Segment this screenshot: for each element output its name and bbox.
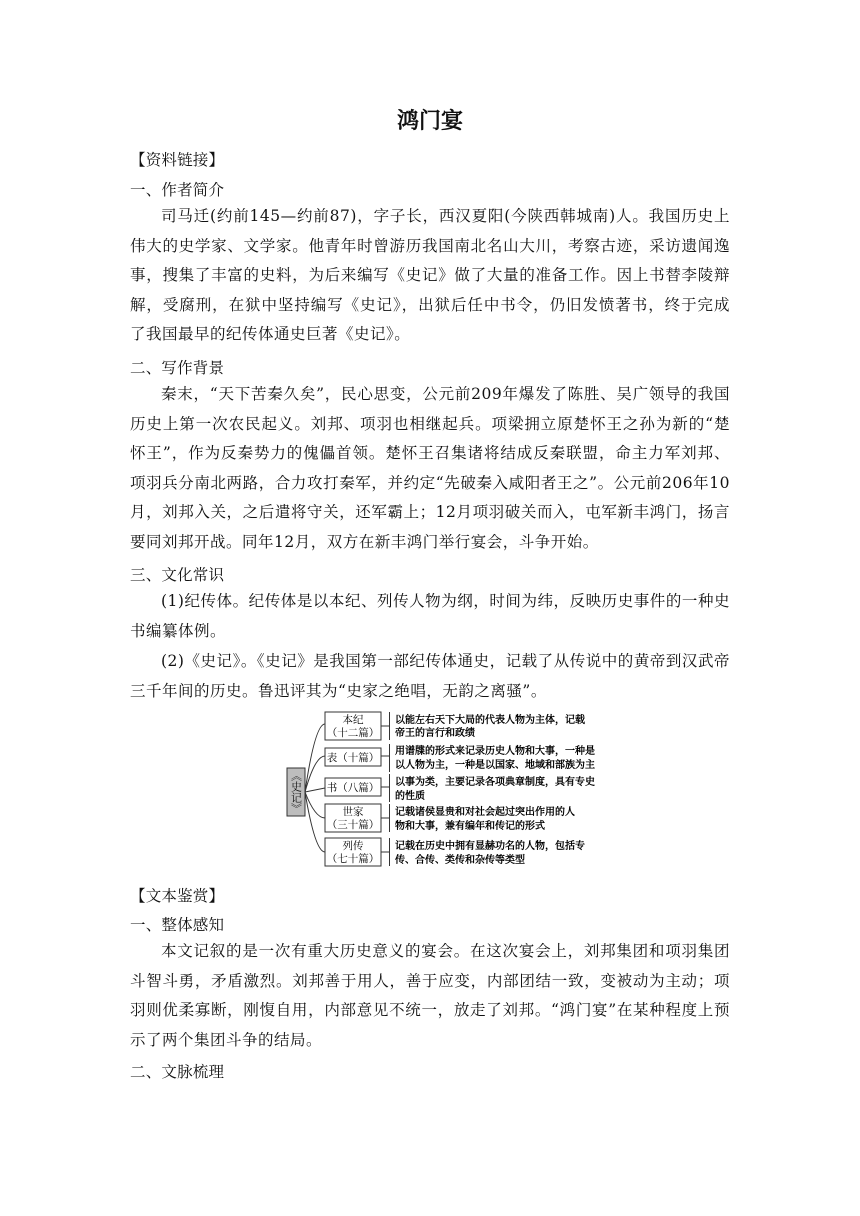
branch-count: （七十篇）: [326, 853, 380, 865]
branch-count: （三十篇）: [326, 819, 380, 831]
branch-name: 列传: [342, 840, 364, 852]
section-header-resources: 【资料链接】: [130, 151, 225, 169]
paragraph-author: 司马迁(约前145—约前87)，字子长，西汉夏阳(今陕西韩城南)人。我国历史上伟大的史学家、文学家。他青年时曾游历我国南北名山大川，考察古迹，采访遗闻逸事，搜集了丰富的史料，为后来编写《史记》做了大量的准备工作。因上书替李陵辩解，受腐刑，在狱中坚持编写《史记》，出狱后任中书令，仍旧发愤著书，终于完成了我国最早的纪传体通史巨著《史记》。: [130, 207, 730, 343]
branch-desc: 帝王的言行和政绩: [395, 728, 475, 739]
branch-desc: 记载在历史中拥有显赫功名的人物，包括专: [395, 841, 585, 852]
branch-desc: 传、合传、类传和杂传等类型: [395, 855, 525, 866]
branch-desc: 的性质: [395, 791, 425, 802]
branch-name: 世家: [342, 806, 364, 818]
branch-name: 表（十篇）: [326, 752, 380, 764]
branch-desc: 以人物为主，一种是以国家、地域和部族为主: [395, 760, 595, 771]
heading-structure: 二、文脉梳理: [130, 1063, 225, 1081]
diagram-root-label: 《史记》: [289, 770, 303, 814]
branch-name: 书（八篇）: [326, 782, 380, 794]
branch-desc: 用谱牒的形式来记录历史人物和大事，一种是: [395, 746, 595, 757]
paragraph-background: 秦末，“天下苦秦久矣”，民心思变，公元前209年爆发了陈胜、吴广领导的我国历史上第一次农民起义。刘邦、项羽也相继起兵。项梁拥立原楚怀王之孙为新的“楚怀王”，作为反秦势力的傀儡首领。楚怀王召集诸将结成反秦联盟，命主力军刘邦、项羽兵分南北两路，合力攻打秦军，并约定“先破秦入咸阳者王之”。公元前206年10月，刘邦入关，之后遣将守关，还军霸上；12月项羽破关而入，屯军新丰鸿门，扬言要同刘邦开战。同年12月，双方在新丰鸿门举行宴会，斗争开始。: [130, 385, 730, 551]
section-header-appreciation: 【文本鉴赏】: [130, 887, 225, 905]
branch-count: （十二篇）: [326, 727, 380, 739]
heading-overview: 一、整体感知: [130, 916, 225, 934]
heading-background: 二、写作背景: [130, 359, 225, 377]
heading-author: 一、作者简介: [130, 181, 225, 199]
paragraph-culture-2: (2)《史记》。《史记》是我国第一部纪传体通史，记载了从传说中的黄帝到汉武帝三千年间的历史。鲁迅评其为“史家之绝唱，无韵之离骚”。: [130, 652, 730, 700]
branch-desc: 记载诸侯显贵和对社会起过突出作用的人: [395, 807, 575, 818]
heading-culture: 三、文化常识: [130, 566, 225, 584]
paragraph-culture-1: (1)纪传体。纪传体是以本纪、列传人物为纲，时间为纬，反映历史事件的一种史书编纂体例。: [130, 592, 730, 640]
branch-desc: 以事为类，主要记录各项典章制度，具有专史: [395, 777, 595, 788]
branch-desc: 物和大事，兼有编年和传记的形式: [395, 821, 545, 832]
page-title: 鸿门宴: [396, 109, 463, 134]
shiji-structure-diagram: [285, 710, 625, 870]
branch-desc: 以能左右天下大局的代表人物为主体，记载: [395, 715, 585, 726]
paragraph-overview: 本文记叙的是一次有重大历史意义的宴会。在这次宴会上，刘邦集团和项羽集团斗智斗勇，矛盾激烈。刘邦善于用人，善于应变，内部团结一致，变被动为主动；项羽则优柔寡断，刚愎自用，内部意见不统一，放走了刘邦。“鸿门宴”在某种程度上预示了两个集团斗争的结局。: [130, 942, 730, 1049]
branch-name: 本纪: [342, 714, 364, 726]
